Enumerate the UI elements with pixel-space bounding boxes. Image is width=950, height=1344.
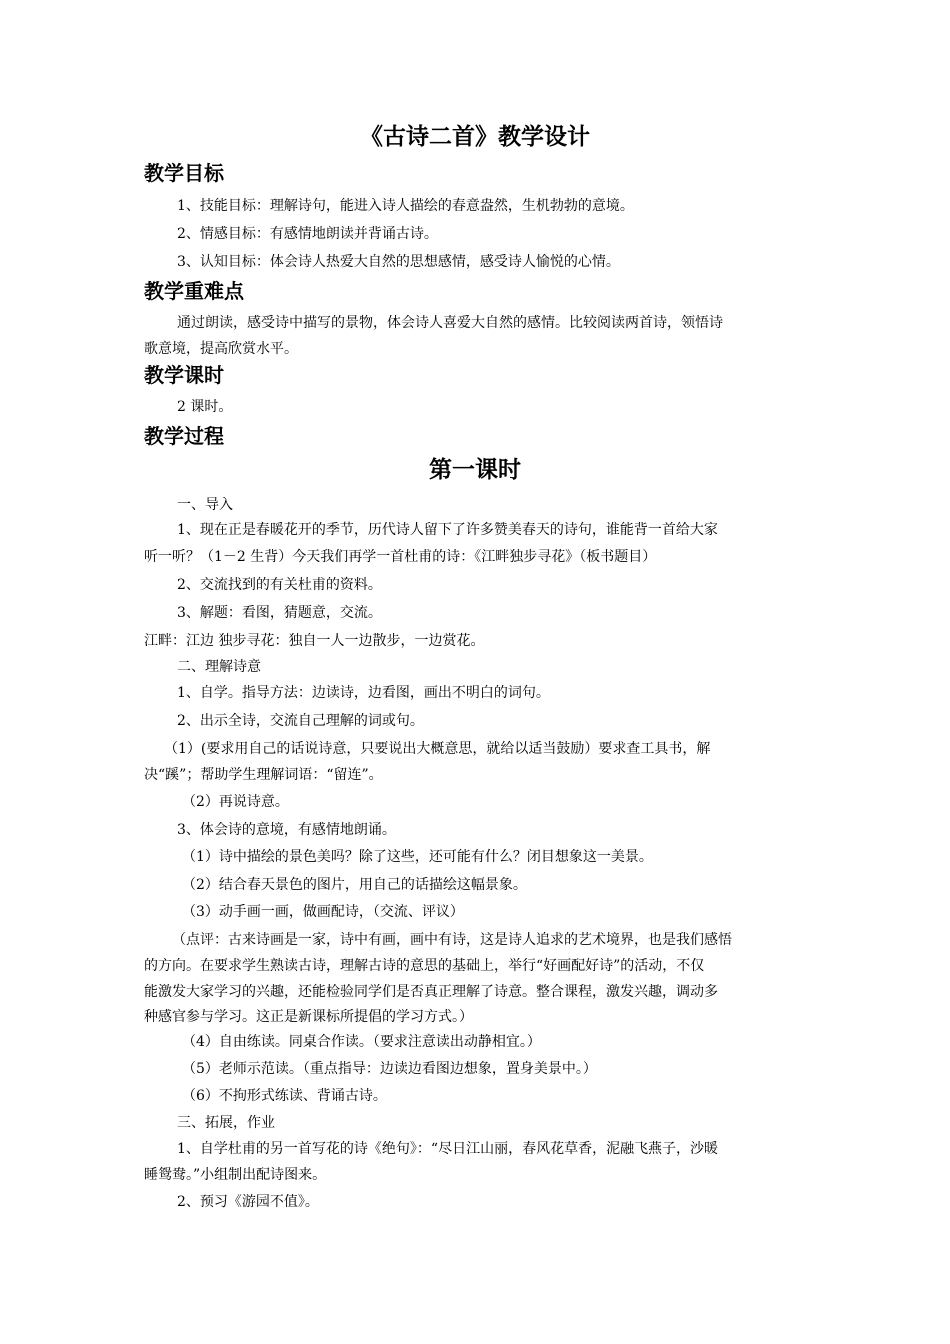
goal-item: 3、认知目标：体会诗人热爱大自然的思想感情，感受诗人愉悦的心情。	[177, 254, 620, 270]
paragraph-line: 3、体会诗的意境，有感情地朗诵。	[177, 822, 396, 838]
paragraph-line: （6）不拘形式练读、背诵古诗。	[182, 1088, 387, 1104]
heading-key-points: 教学重难点	[144, 279, 244, 303]
paragraph-line: 2、预习《游园不值》。	[177, 1194, 319, 1210]
paragraph-line: 1、现在正是春暖花开的季节，历代诗人留下了许多赞美春天的诗句，谁能背一首给大家	[177, 522, 718, 538]
paragraph-line: 能激发大家学习的兴趣，还能检验同学们是否真正理解了诗意。整合课程，激发兴趣，调动多	[144, 984, 718, 1000]
paragraph-line: （5）老师示范读。（重点指导：边读边看图边想象，置身美景中。）	[182, 1061, 597, 1077]
paragraph-line: 种感官参与学习。这正是新课标所提倡的学习方式。）	[144, 1009, 473, 1025]
paragraph-line: （4）自由练读。同桌合作读。（要求注意读出动静相宜。）	[182, 1034, 541, 1050]
lesson-title: 第一课时	[429, 457, 521, 483]
section-heading: 三、拓展，作业	[177, 1115, 275, 1131]
goal-item: 1、技能目标：理解诗句，能进入诗人描绘的春意盎然，生机勃勃的意境。	[177, 198, 634, 214]
paragraph-line: 歌意境，提高欣赏水平。	[144, 341, 298, 357]
paragraph-line: （2）再说诗意。	[182, 794, 289, 810]
paragraph-line: （3）动手画一画，做画配诗，（交流、评议）	[182, 904, 464, 920]
paragraph-line: 2、出示全诗，交流自己理解的词或句。	[177, 713, 424, 729]
paragraph-line: （1）诗中描绘的景色美吗？除了这些，还可能有什么？闭目想象这一美景。	[182, 849, 653, 865]
paragraph-line: 2、交流找到的有关杜甫的资料。	[177, 577, 382, 593]
section-heading: 二、理解诗意	[177, 659, 261, 675]
goal-item: 2、情感目标：有感情地朗读并背诵古诗。	[177, 226, 438, 242]
paragraph-line: 通过朗读，感受诗中描写的景物，体会诗人喜爱大自然的感情。比较阅读两首诗，领悟诗	[177, 315, 723, 331]
paragraph-line: 2 课时。	[177, 399, 233, 415]
paragraph-line: 的方向。在要求学生熟读古诗，理解古诗的意思的基础上，举行“好画配好诗”的活动，不仅	[144, 958, 705, 974]
paragraph-line: 睡鸳鸯。”小组制出配诗图来。	[144, 1167, 327, 1183]
heading-class-hours: 教学课时	[144, 363, 224, 387]
paragraph-line: 1、自学杜甫的另一首写花的诗《绝句》：“尽日江山丽，春风花草香，泥融飞燕子，沙暖	[177, 1141, 719, 1157]
paragraph-line: （点评：古来诗画是一家，诗中有画，画中有诗，这是诗人追求的艺术境界，也是我们感悟	[172, 932, 732, 948]
heading-teaching-goals: 教学目标	[144, 161, 224, 185]
paragraph-line: 3、解题：看图，猜题意，交流。	[177, 605, 382, 621]
paragraph-line: 江畔：江边 独步寻花：独自一人一边散步，一边赏花。	[144, 633, 485, 649]
heading-teaching-process: 教学过程	[144, 424, 224, 448]
paragraph-line: 1、自学。指导方法：边读诗，边看图，画出不明白的词句。	[177, 685, 550, 701]
paragraph-line: 听一听？（1－2 生背）今天我们再学一首杜甫的诗：《江畔独步寻花》（板书题目）	[144, 549, 657, 565]
paragraph-line: （2）结合春天景色的图片，用自己的话描绘这幅景象。	[182, 877, 527, 893]
paragraph-line: （1）(要求用自己的话说诗意，只要说出大概意思，就给以适当鼓励）要求查工具书，解	[164, 741, 711, 757]
section-heading: 一、导入	[177, 497, 233, 513]
document-title: 《古诗二首》教学设计	[360, 124, 590, 150]
paragraph-line: 决“蹊”；帮助学生理解词语：“留连”。	[144, 767, 383, 783]
